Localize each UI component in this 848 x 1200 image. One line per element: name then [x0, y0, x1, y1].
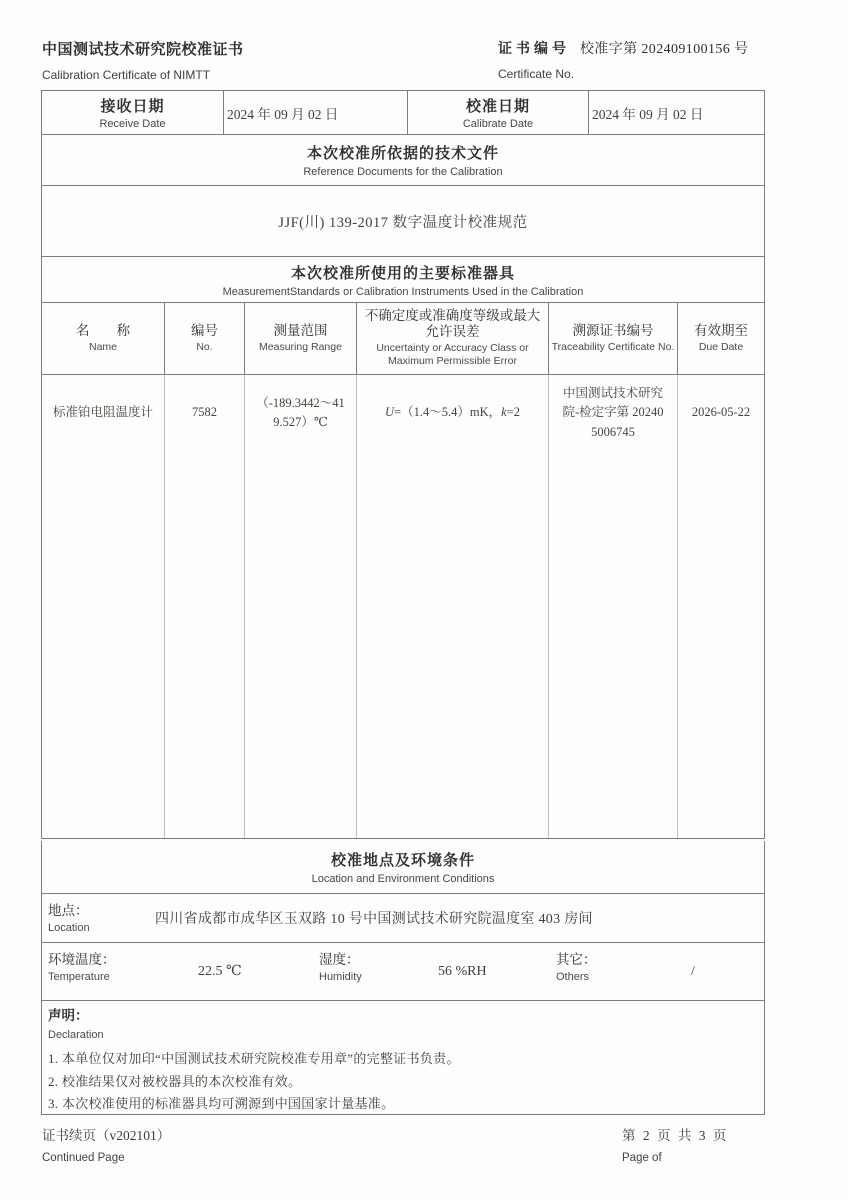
location-row: [42, 894, 764, 943]
reference-document-name: JJF(川) 139-2017 数字温度计校准规范: [278, 214, 528, 231]
dates-table: [41, 90, 765, 135]
calibrate-date-label-cell: [407, 91, 588, 134]
column-header-uncertainty-zh: 不确定度或准确度等级或最大允许误差: [364, 308, 541, 340]
location-section-title-en: Location and Environment Conditions: [311, 873, 495, 885]
calibrate-date-value: 2024 年 09 月 02 日: [588, 91, 764, 134]
declaration-items: [48, 1048, 754, 1116]
column-header-range-en: Measuring Range: [259, 340, 342, 353]
column-header-range: [244, 303, 356, 374]
declaration-label-en: Declaration: [48, 1029, 104, 1041]
humidity-label-block: [319, 948, 362, 983]
standard-no-cell: [164, 375, 244, 838]
certificate-number-line: [498, 38, 749, 58]
certificate-number-label-en: Certificate No.: [498, 67, 575, 81]
standard-range-cell: [244, 375, 356, 838]
receive-date-value: 2024 年 09 月 02 日: [223, 91, 407, 134]
continued-page-label: 证书续页（v202101）: [42, 1128, 171, 1143]
reference-documents-header: [41, 135, 765, 186]
standard-range-line2: 9.527）℃: [273, 415, 328, 429]
declaration-item-2: 2. 校准结果仅对被校器具的本次校准有效。: [48, 1073, 302, 1089]
uncertainty-k-symbol: k: [501, 405, 507, 420]
uncertainty-u-value: =（1.4～5.4）mK，: [394, 405, 502, 420]
location-label-block: [48, 899, 90, 934]
location-label: 地点：: [48, 903, 89, 918]
environment-row: [42, 943, 764, 1001]
location-section-title: 校准地点及环境条件: [330, 852, 475, 869]
standards-data-row: [41, 375, 765, 839]
humidity-label: 湿度：: [319, 952, 360, 967]
standards-title: 本次校准所使用的主要标准器具: [290, 264, 515, 282]
standards-title-en: MeasurementStandards or Calibration Instruments Used in the Calibration: [222, 285, 584, 298]
temperature-label: 环境温度：: [48, 952, 116, 967]
column-header-no-en: No.: [196, 340, 213, 353]
others-label-block: [556, 948, 597, 983]
calibrate-date-label: 校准日期: [465, 98, 530, 115]
standard-traceability-cell: [548, 375, 677, 838]
page-number: 第 2 页 共 3 页: [622, 1128, 729, 1143]
continued-page-label-en: Continued Page: [42, 1152, 125, 1164]
calibrate-date-label-en: Calibrate Date: [462, 118, 534, 130]
column-header-range-zh: 测量范围: [273, 322, 328, 338]
column-header-uncertainty: [356, 303, 548, 374]
others-label: 其它：: [556, 952, 597, 967]
standard-name: 标准铂电阻温度计: [52, 405, 153, 420]
document-header-left: [42, 38, 244, 82]
document-title: 中国测试技术研究院校准证书: [42, 41, 244, 58]
column-header-traceability-en: Traceability Certificate No.: [551, 340, 675, 353]
receive-date-label-cell: [42, 91, 223, 134]
column-header-no-zh: 编号: [191, 322, 218, 338]
standards-column-headers: [41, 303, 765, 375]
temperature-label-en: Temperature: [48, 971, 110, 983]
location-label-en: Location: [48, 922, 90, 934]
standard-due-date: 2026-05-22: [691, 405, 751, 420]
receive-date-label: 接收日期: [100, 98, 165, 115]
standard-range-line1: （-189.3442～41: [256, 395, 345, 410]
column-header-traceability-zh: 溯源证书编号: [572, 322, 654, 338]
receive-date-label-en: Receive Date: [99, 118, 166, 130]
others-label-en: Others: [556, 971, 590, 983]
temperature-value: 22.5 ℃: [198, 964, 242, 979]
footer-left: [42, 1124, 170, 1164]
column-header-due: [677, 303, 764, 374]
certificate-number-value: 校准字第 202409100156 号: [579, 42, 749, 57]
column-header-due-zh: 有效期至: [694, 322, 748, 338]
column-header-due-en: Due Date: [698, 340, 744, 353]
column-header-name: [42, 303, 164, 374]
uncertainty-u-symbol: U: [385, 405, 395, 420]
footer-right: [622, 1124, 728, 1164]
location-environment-box: [41, 841, 765, 1115]
others-value: /: [691, 963, 695, 979]
column-header-no: [164, 303, 244, 374]
declaration-item-1: 1. 本单位仅对加印“中国测试技术研究院校准专用章”的完整证书负责。: [48, 1051, 460, 1066]
column-header-traceability: [548, 303, 677, 374]
standard-traceability: [549, 375, 677, 451]
declaration-row: [42, 1001, 764, 1114]
reference-document-row: [41, 186, 765, 257]
humidity-value: 56 %RH: [438, 963, 487, 979]
standard-uncertainty-cell: [356, 375, 548, 838]
standard-traceability-line1: 中国测试技术研究: [562, 385, 663, 400]
declaration-label: 声明：: [48, 1008, 89, 1023]
standard-due-cell: [677, 375, 764, 838]
column-header-uncertainty-en: Uncertainty or Accuracy Class or Maximum Permissible Error: [376, 342, 529, 368]
location-section-header: [42, 841, 764, 894]
standards-section-header: [41, 257, 765, 303]
column-header-name-zh: 名 称: [76, 322, 130, 338]
standard-range: [245, 375, 356, 451]
standard-traceability-line2: 院-检定字第 20240: [562, 405, 664, 420]
standard-no: 7582: [192, 405, 217, 420]
document-header-right: [498, 38, 749, 81]
column-header-name-en: Name: [88, 340, 117, 353]
standard-traceability-line3: 5006745: [591, 424, 635, 439]
standard-name-cell: [42, 375, 164, 838]
certificate-number-label: 证书编号: [498, 40, 570, 56]
page-number-en: Page of: [622, 1152, 662, 1164]
declaration-item-3: 3. 本次校准使用的标准器具均可溯源到中国国家计量基准。: [48, 1096, 395, 1111]
humidity-label-en: Humidity: [319, 971, 362, 983]
reference-documents-title: 本次校准所依据的技术文件: [306, 145, 499, 162]
location-value: 四川省成都市成华区玉双路 10 号中国测试技术研究院温度室 403 房间: [155, 912, 593, 927]
temperature-label-block: [48, 948, 116, 983]
document-title-en: Calibration Certificate of NIMTT: [42, 68, 211, 82]
reference-documents-title-en: Reference Documents for the Calibration: [303, 166, 503, 178]
standard-uncertainty: [357, 375, 548, 451]
standard-uncertainty-expression: [385, 403, 520, 422]
uncertainty-k-value: =2: [506, 405, 520, 420]
